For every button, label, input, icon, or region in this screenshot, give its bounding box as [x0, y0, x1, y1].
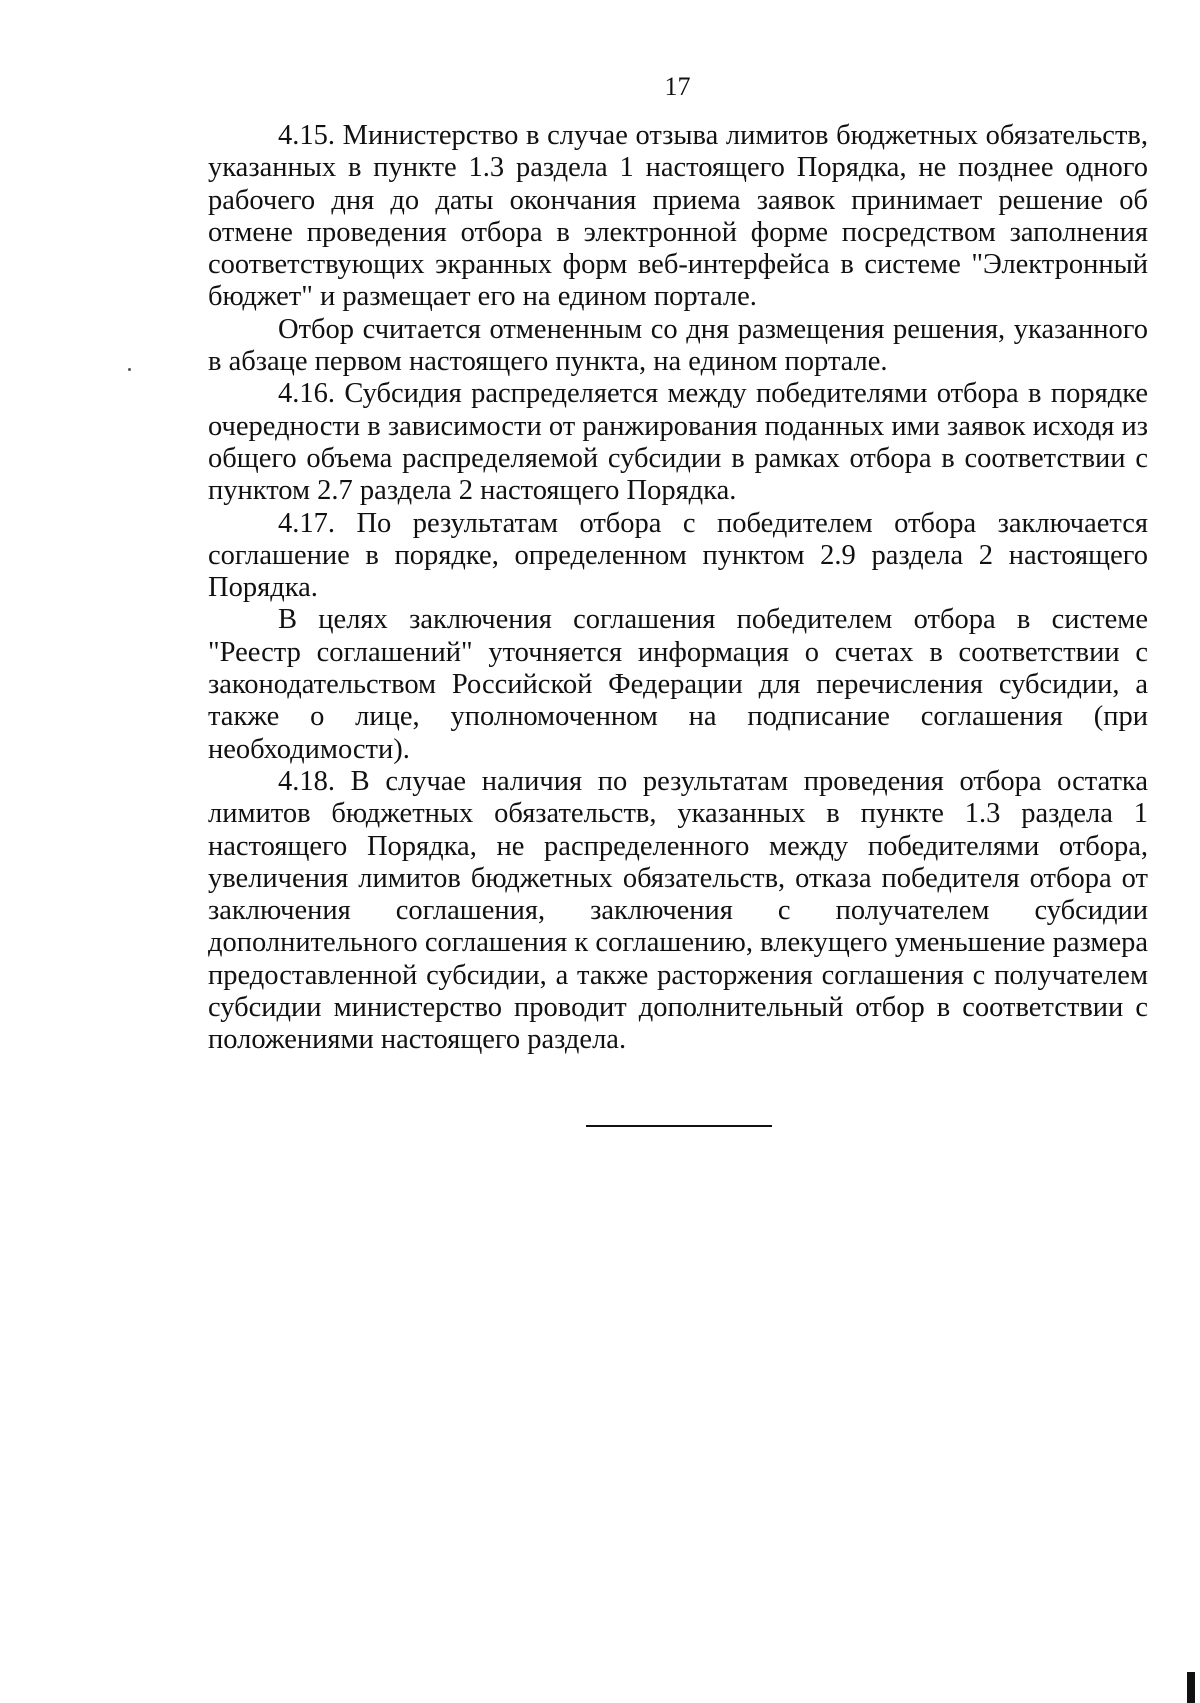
paragraph-4-15-cancellation: Отбор считается отмененным со дня размещения решения, указанного в абзаце первом настоящего пункта, на едином портале.	[208, 313, 1148, 378]
document-body	[208, 120, 1148, 1057]
paragraph-4-16: 4.16. Субсидия распределяется между победителями отбора в порядке очередности в зависимости от ранжирования поданных ими заявок исходя из общего объема распределяемой субсидии в рамках отбора в соответствии с пунктом 2.7 раздела 2 настоящего Порядка.	[208, 378, 1148, 507]
scan-edge-mark	[1187, 1672, 1195, 1703]
paragraph-4-15: 4.15. Министерство в случае отзыва лимитов бюджетных обязательств, указанных в пункте 1.3 раздела 1 настоящего Порядка, не позднее одного рабочего дня до даты окончания приема заявок принимает решение об отмене проведения отбора в электронной форме посредством заполнения соответствующих экранных форм веб-интерфейса в системе "Электронный бюджет" и размещает его на едином портале.	[208, 120, 1148, 313]
paragraph-4-17-registry: В целях заключения соглашения победителем отбора в системе "Реестр соглашений" уточняется информация о счетах в соответствии с законодательством Российской Федерации для перечисления субсидии, а также о лице, уполномоченном на подписание соглашения (при необходимости).	[208, 604, 1148, 765]
paragraph-4-17: 4.17. По результатам отбора с победителем отбора заключается соглашение в порядке, определенном пунктом 2.9 раздела 2 настоящего Порядка.	[208, 507, 1148, 604]
paragraph-4-18: 4.18. В случае наличия по результатам проведения отбора остатка лимитов бюджетных обязательств, указанных в пункте 1.3 раздела 1 настоящего Порядка, не распределенного между победителями отбора, увеличения лимитов бюджетных обязательств, отказа победителя отбора от заключения соглашения, заключения с получателем субсидии дополнительного соглашения к соглашению, влекущего уменьшение размера предоставленной субсидии, а также расторжения соглашения с получателем субсидии министерство проводит дополнительный отбор в соответствии с положениями настоящего раздела.	[208, 765, 1148, 1056]
end-of-text-rule	[586, 1125, 772, 1127]
page-number: 17	[664, 72, 691, 101]
margin-speck	[128, 368, 131, 371]
